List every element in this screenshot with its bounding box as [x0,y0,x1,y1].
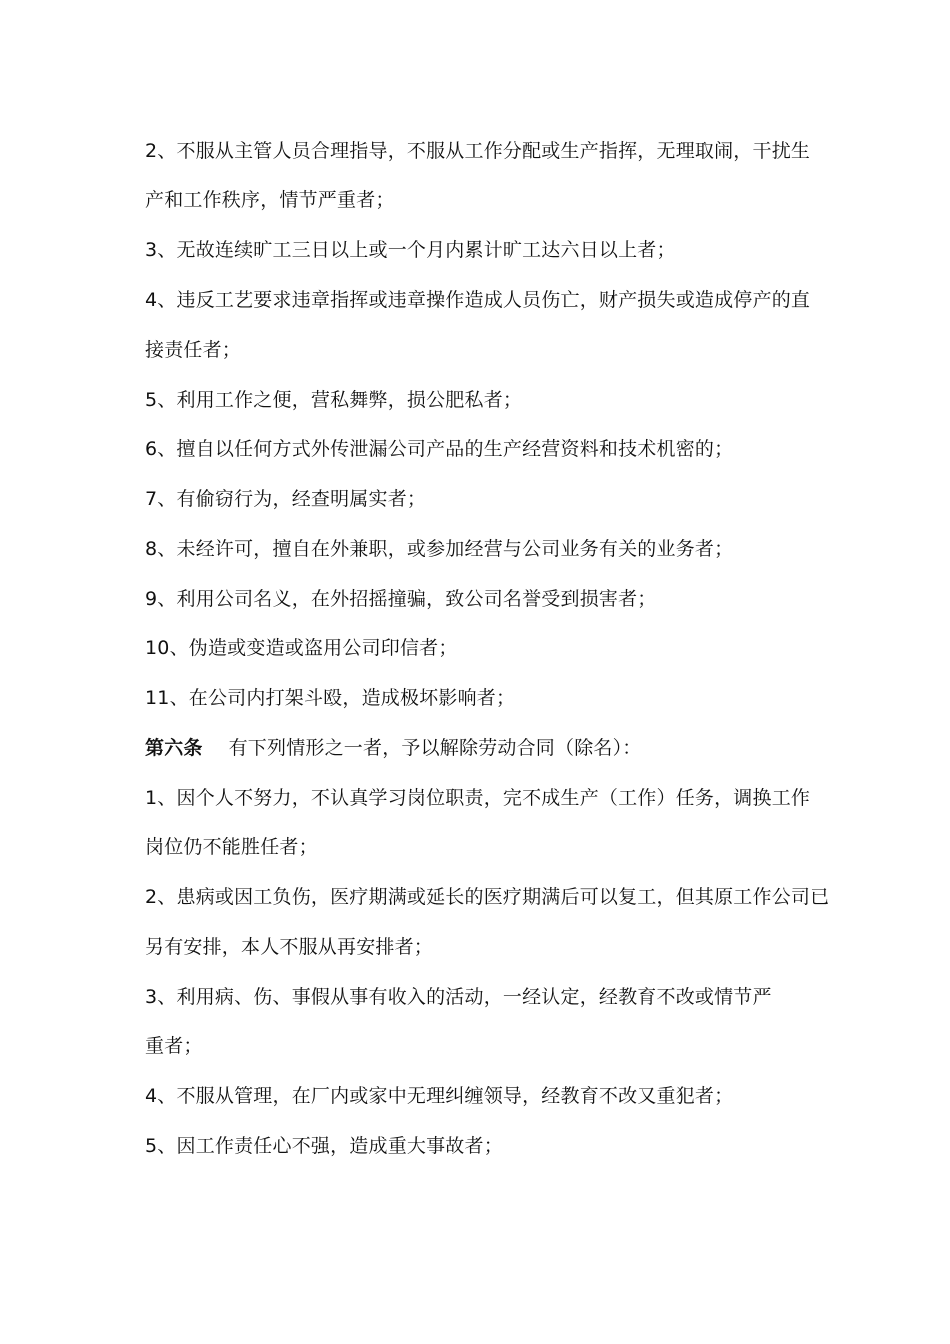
clause-line: 5、利用工作之便，营私舞弊，损公肥私者； [145,389,523,411]
clause-line: 产和工作秩序，情节严重者； [145,189,395,211]
clause-line: 9、利用公司名义，在外招摇撞骗，致公司名誉受到损害者； [145,588,657,610]
clause-line: 接责任者； [145,339,242,361]
clause-line: 8、未经许可，擅自在外兼职，或参加经营与公司业务有关的业务者； [145,538,734,560]
clause-line: 4、违反工艺要求违章指挥或违章操作造成人员伤亡，财产损失或造成停产的直 [145,289,811,311]
clause-line: 1、因个人不努力，不认真学习岗位职责，完不成生产（工作）任务，调换工作 [145,787,811,809]
clause-line: 岗位仍不能胜任者； [145,836,318,858]
clause-line: 5、因工作责任心不强，造成重大事故者； [145,1135,503,1157]
clause-line: 2、不服从主管人员合理指导，不服从工作分配或生产指挥，无理取闹，干扰生 [145,140,811,162]
clause-line: 6、擅自以任何方式外传泄漏公司产品的生产经营资料和技术机密的； [145,438,734,460]
article-text: 有下列情形之一者，予以解除劳动合同（除名）： [228,737,642,759]
clause-line: 重者； [145,1035,203,1057]
clause-line: 2、患病或因工负伤，医疗期满或延长的医疗期满后可以复工，但其原工作公司已 [145,886,830,908]
clause-line: 另有安排，本人不服从再安排者； [145,936,434,958]
clause-line: 7、有偷窃行为，经查明属实者； [145,488,427,510]
article-title: 第六条 [145,737,203,759]
clause-line: 3、无故连续旷工三日以上或一个月内累计旷工达六日以上者； [145,239,676,261]
clause-line: 11、在公司内打架斗殴，造成极坏影响者； [145,687,516,709]
clause-line: 4、不服从管理，在厂内或家中无理纠缠领导，经教育不改又重犯者； [145,1085,734,1107]
clause-line: 10、伪造或变造或盗用公司印信者； [145,637,458,659]
clause-line: 3、利用病、伤、事假从事有收入的活动，一经认定，经教育不改或情节严 [145,986,772,1008]
article-heading [145,736,642,760]
